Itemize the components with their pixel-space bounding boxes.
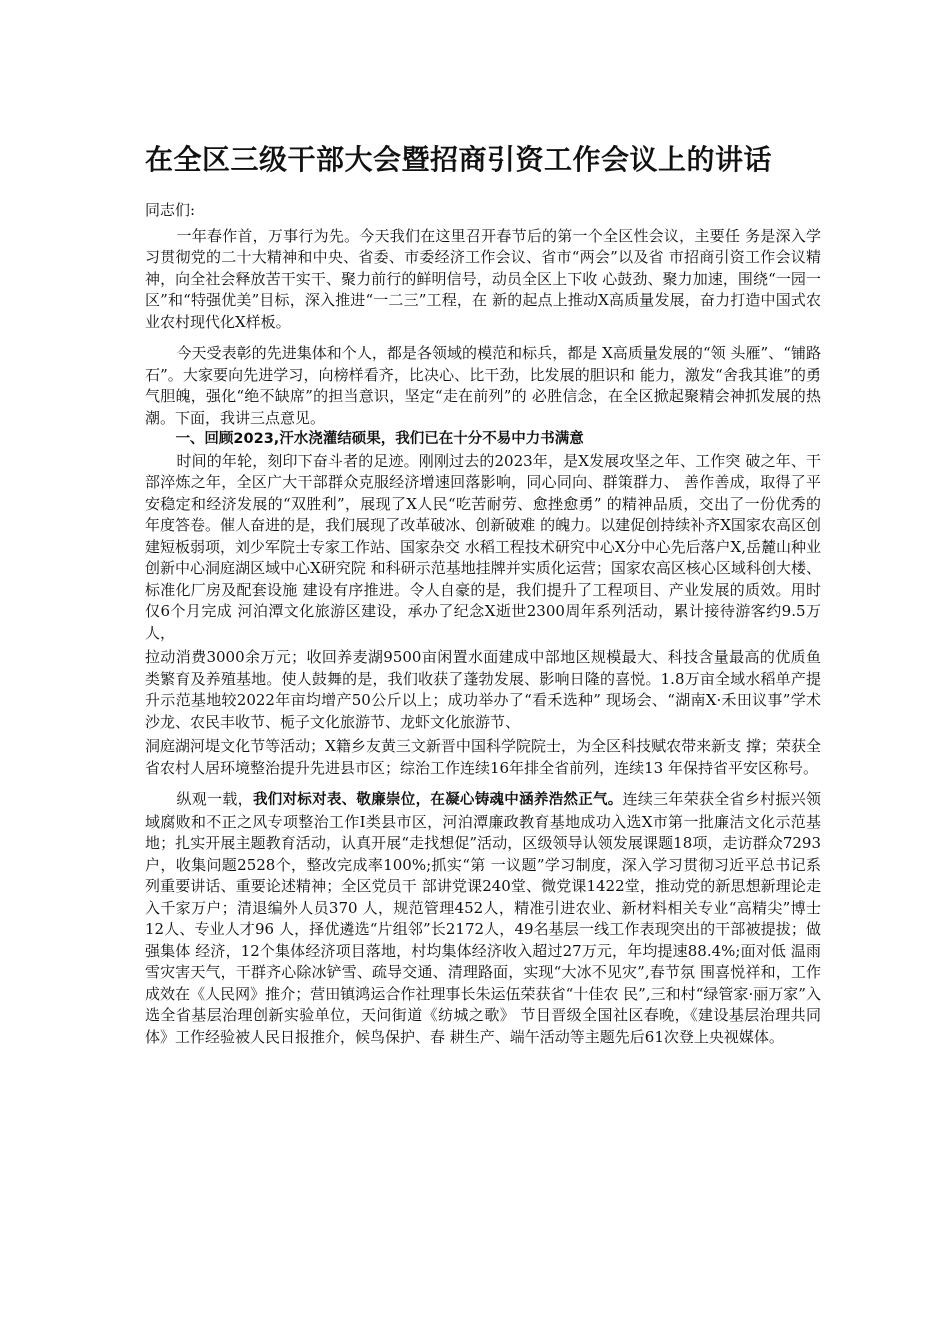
paragraph-1: 一年春作首，万事行为先。今天我们在这里召开春节后的第一个全区性会议，主要任 务是深入学习贯彻党的二十大精神和中央、省委、市委经济工作会议、省市“两会”以及省 市招商引资工作会议精神，向全社会释放苦干实干、聚力前行的鲜明信号，动员全区上下收 心鼓劲、聚力加速，围绕“一园一区”和“特强优美”目标，深入推进“一二三”工程，在 新的起点上推动X高质量发展，奋力打造中国式农业农村现代化X样板。: [145, 226, 821, 331]
paragraph-5: 洞庭湖河堤文化节等活动；X籍乡友黄三文新晋中国科学院院士，为全区科技赋农带来新支 撑；荣获全省农村人居环境整治提升先进县市区；综治工作连续16年排全省前列，连续13 年保持省平安区称号。: [145, 737, 821, 777]
document-body: [145, 200, 821, 1048]
document-title: 在全区三级干部大会暨招商引资工作会议上的讲话: [145, 143, 773, 176]
section-heading-1: 一、回顾2023,汗水浇灌结硕果，我们已在十分不易中力书满意: [175, 431, 584, 447]
greeting: 同志们:: [145, 201, 196, 219]
paragraph-6-emphasis: 我们对标对表、敬廉崇位，在凝心铸魂中涵养浩然正气。: [252, 792, 623, 808]
paragraph-3: 时间的年轮，刻印下奋斗者的足迹。刚刚过去的2023年，是X发展攻坚之年、工作突 破之年、干部淬炼之年，全区广大干部群众克服经济增速回落影响，同心同向、群策群力、 善作善成，取得了平安稳定和经济发展的“双胜利”，展现了X人民“吃苦耐劳、愈挫愈勇” 的精神品质，交出了一份优秀的年度答卷。催人奋进的是，我们展现了改革破冰、创新破难 的魄力。以建促创持续补齐X国家农高区创建短板弱项，刘少军院士专家工作站、国家杂交 水稻工程技术研究中心X分中心先后落户X,岳麓山种业创新中心洞庭湖区域中心X研究院 和科研示范基地挂牌并实质化运营；国家农高区核心区域科创大楼、标准化厂房及配套设施 建设有序推进。令人自豪的是，我们提升了工程项目、产业发展的质效。用时仅6个月完成 河泊潭文化旅游区建设，承办了纪念X逝世2300周年系列活动，累计接待游客约9.5万人，: [145, 451, 821, 642]
paragraph-2: 今天受表彰的先进集体和个人，都是各领域的模范和标兵，都是 X高质量发展的“领 头雁”、“铺路石”。大家要向先进学习，向榜样看齐，比决心、比干劲，比发展的胆识和 能力，激发“舍我其谁”的勇气胆魄，强化“绝不缺席”的担当意识，坚定“走在前列”的 必胜信念，在全区掀起聚精会神抓发展的热潮。下面，我讲三点意见。: [145, 344, 821, 427]
paragraph-6-rest: 连续三年荣获全省乡村振兴领域腐败和不正之风专项整治工作I类县市区，河泊潭廉政教育基地成功入选X市第一批廉洁文化示范基地；扎实开展主题教育活动，认真开展“走找想促”活动，区级领导认领发展课题18项，走访群众7293户，收集问题2528个，整改完成率100%;抓实“第 一议题”学习制度，深入学习贯彻习近平总书记系列重要讲话、重要论述精神；全区党员干 部讲党课240堂、微党课1422堂，推动党的新思想新理论走入千家万户；清退编外人员370 人，规范管理452人，精准引进农业、新材料相关专业“高精尖”博士12人、专业人才96 人，择优遴选“片组邻”长2172人，49名基层一线工作表现突出的干部被提拔；做强集体 经济，12个集体经济项目落地，村均集体经济收入超过27万元，年均提速88.4%;面对低 温雨雪灾害天气，干群齐心除冰铲雪、疏导交通、清理路面，实现“大冰不见灾”,春节氛 围喜悦祥和，工作成效在《人民网》推介；营田镇鸿运合作社理事长朱运伍荣获省“十佳农 民”,三和村“绿管家·丽万家”入选全省基层治理创新实验单位，天问街道《纺城之歌》 节目晋级全国社区春晚，《建设基层治理共同体》工作经验被人民日报推介，候鸟保护、春 耕生产、端午活动等主题先后61次登上央视媒体。: [145, 790, 821, 1046]
paragraph-6: [145, 789, 821, 1048]
paragraph-6-lead: 纵观一载，: [176, 790, 253, 808]
paragraph-4: 拉动消费3000余万元；收回养麦湖9500亩闲置水面建成中部地区规模最大、科技含量最高的优质鱼类繁育及养殖基地。使人鼓舞的是，我们收获了蓬勃发展、影响日隆的喜悦。1.8万亩全域水稻单产提升示范基地较2022年亩均增产50公斤以上；成功举办了“看禾选种” 现场会、“湖南X·禾田议事”学术沙龙、农民丰收节、栀子文化旅游节、龙虾文化旅游节、: [145, 648, 821, 731]
